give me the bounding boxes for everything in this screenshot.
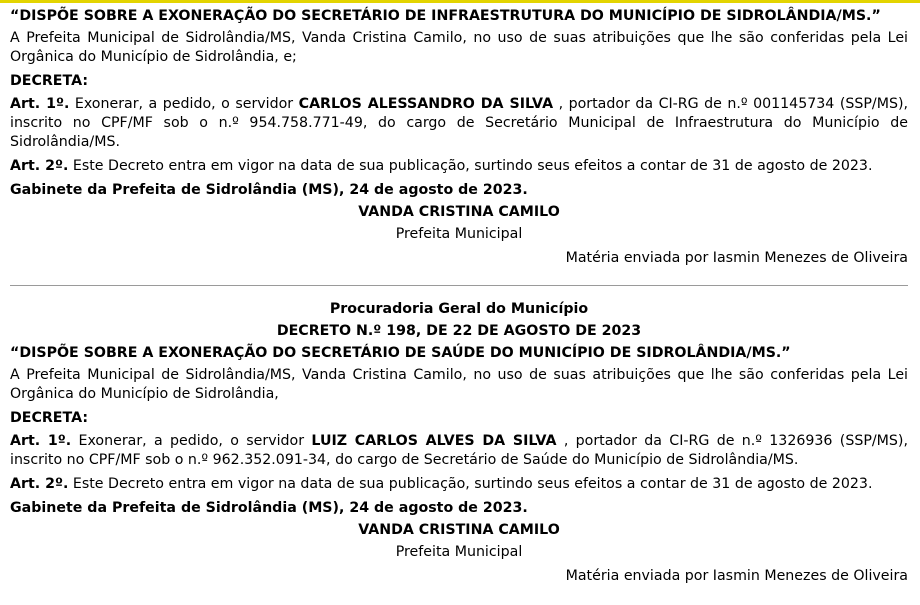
article-1-body: , portador da CI-RG de n.º 1326936 (SSP/MS), inscrito no CPF/MF sob o n.º 962.352.091-34, do cargo de Secretário de Saúde do Município de Sidrolândia/MS. (10, 433, 908, 468)
document-page (10, 7, 908, 586)
article-1-label: Art. 1º. (10, 96, 70, 112)
article-1-label: Art. 1º. (10, 433, 72, 449)
servant-name: LUIZ CARLOS ALVES DA SILVA (311, 433, 557, 449)
signer-name: VANDA CRISTINA CAMILO (358, 204, 560, 220)
decree-preamble: A Prefeita Municipal de Sidrolândia/MS, Vanda Cristina Camilo, no uso de suas atribuições que lhe são conferidas pela Lei Orgânica do Município de Sidrolândia, e; (10, 30, 908, 65)
section-divider (10, 285, 908, 286)
article-1 (10, 432, 908, 470)
decree-heading: “DISPÕE SOBRE A EXONERAÇÃO DO SECRETÁRIO DE INFRAESTRUTURA DO MUNICÍPIO DE SIDROLÂNDIA/MS.” (10, 8, 881, 24)
gabinete-date: Gabinete da Prefeita de Sidrolândia (MS), 24 de agosto de 2023. (10, 500, 528, 516)
article-2-body: Este Decreto entra em vigor na data de sua publicação, surtindo seus efeitos a contar de 31 de agosto de 2023. (68, 158, 873, 174)
article-2-label: Art. 2º. (10, 476, 69, 492)
gabinete-date: Gabinete da Prefeita de Sidrolândia (MS), 24 de agosto de 2023. (10, 182, 528, 198)
article-1 (10, 95, 908, 152)
sent-by: Matéria enviada por Iasmin Menezes de Oliveira (565, 568, 908, 584)
decree-number: DECRETO N.º 198, DE 22 DE AGOSTO DE 2023 (276, 323, 642, 339)
signer-name: VANDA CRISTINA CAMILO (358, 522, 560, 538)
header-accent-bar (0, 0, 920, 3)
servant-name: CARLOS ALESSANDRO DA SILVA (298, 96, 554, 112)
article-2 (10, 157, 908, 176)
article-1-intro: Exonerar, a pedido, o servidor (71, 433, 312, 449)
decree-heading: “DISPÕE SOBRE A EXONERAÇÃO DO SECRETÁRIO DE SAÚDE DO MUNICÍPIO DE SIDROLÂNDIA/MS.” (10, 345, 791, 361)
article-2-label: Art. 2º. (10, 158, 69, 174)
signer-role: Prefeita Municipal (395, 544, 523, 560)
article-2 (10, 475, 908, 494)
decreta-label: DECRETA: (10, 73, 88, 89)
article-2-body: Este Decreto entra em vigor na data de sua publicação, surtindo seus efeitos a contar de 31 de agosto de 2023. (68, 476, 873, 492)
decree-saude (10, 300, 908, 586)
decreta-label: DECRETA: (10, 410, 88, 426)
sent-by: Matéria enviada por Iasmin Menezes de Oliveira (565, 250, 908, 266)
article-1-body: , portador da CI-RG de n.º 001145734 (SSP/MS), inscrito no CPF/MF sob o n.º 954.758.771-49, do cargo de Secretário Municipal de Infraestrutura do Município de Sidrolândia/MS. (10, 96, 908, 150)
decree-infraestrutura (10, 7, 908, 268)
article-1-intro: Exonerar, a pedido, o servidor (69, 96, 299, 112)
decree-preamble: A Prefeita Municipal de Sidrolândia/MS, Vanda Cristina Camilo, no uso de suas atribuições que lhe são conferidas pela Lei Orgânica do Município de Sidrolândia, (10, 367, 908, 402)
signer-role: Prefeita Municipal (395, 226, 523, 242)
department-title: Procuradoria Geral do Município (329, 301, 589, 317)
